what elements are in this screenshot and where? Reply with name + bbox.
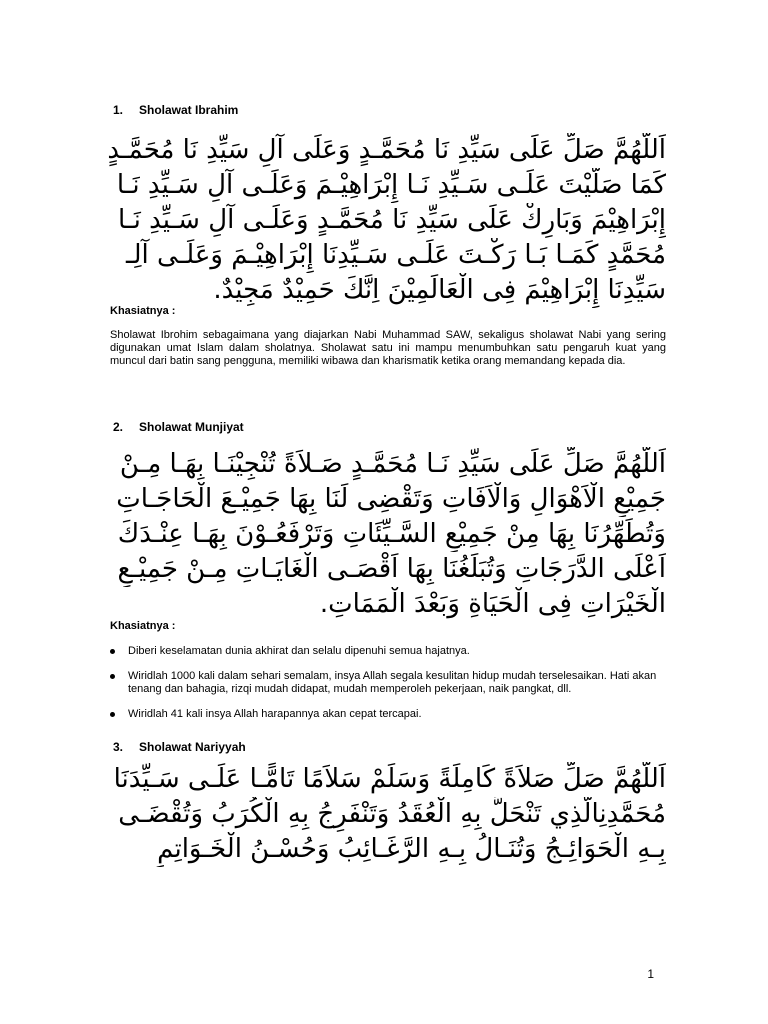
arabic-line: مُحَمَّدِنِالَّذِي تَنْحَلُّ بِهِ الْعُقَدُ وَتَنْفَرِجُ بِهِ الْكُرَبُ وَتُقْضَـى — [118, 799, 666, 829]
arabic-line: كَمَا صَلَّيْتَ عَلَـى سَـيِّدِ نَـا إِبْرَاهِيْـمَ وَعَلَـى آلِ سَـيِّدِ نَـا — [116, 170, 666, 200]
list-item — [110, 708, 666, 721]
arabic-line: اَللَّهُمَّ صَلِّ صَلاَةً كَامِلَةً وَسَلِّمْ سَلاَمًا تَامًّـا عَلَـى سَـيِّدَنَا — [113, 764, 666, 794]
list-item-text: Diberi keselamatan dunia akhirat dan selalu dipenuhi semua hajatnya. — [128, 645, 470, 657]
arabic-line: اَللَّهُمَّ صَلِّ عَلَى سَيِّدِ نَـا مُحَمَّـدٍ صَـلاَةً تُنْجِيْنَـا بِهَـا مِـنْ — [119, 449, 666, 479]
list-item — [110, 645, 666, 658]
page-number: 1 — [647, 967, 654, 981]
arabic-line: إِبْرَاهِيْمَ وَبَارِكْ عَلَى سَيِّدِ نَا مُحَمَّـدٍ وَعَلَـى آلِ سَـيِّدِ نَـا — [118, 205, 666, 235]
section-2-title-text: Sholawat Munjiyat — [139, 420, 244, 434]
arabic-line: مُحَمَّدٍ كَمَـا بَـا رَكْـتَ عَلَـى سَـيِّدِنَا إِبْرَاهِيْـمَ وَعَلَـى آلِـ — [125, 240, 666, 270]
list-item-text: Wiridlah 1000 kali dalam sehari semalam, insya Allah segala kesulitan hidup mudah terselesaikan. Hati akan tenang dan bahagia, rizqi mudah didapat, mudah memperoleh pekerjaan, naik pangkat, dll. — [128, 670, 657, 695]
section-2-khasiat-label: Khasiatnya : — [110, 620, 176, 632]
section-3-arabic — [104, 762, 666, 867]
arabic-line: وَتُطَهِّرُنَا بِهَا مِنْ جَمِيْعِ السَّـيِّئَاتِ وَتَرْفَعُـوْنَ بِهَـا عِنْـدَكَ — [117, 519, 666, 549]
section-1-khasiat-text: Sholawat Ibrohim sebagaimana yang diajarkan Nabi Muhammad SAW, sekaligus sholawat Nabi yang sering digunakan umat Islam dalam sholatnya. Sholawat satu ini mampu menumbuhkan satu pengaruh kuat yang muncul dari batin sang pengguna, memiliki wibawa dan kharismatik ketika orang memandang kepada dia. — [110, 329, 666, 367]
arabic-line: اَللَّهُمَّ صَلِّ عَلَى سَيِّدِ نَا مُحَمَّـدٍ وَعَلَى آلِ سَيِّدِ نَا مُحَمَّـدٍ — [107, 135, 666, 165]
bullet-icon — [110, 649, 115, 654]
section-3-title-text: Sholawat Nariyyah — [139, 740, 246, 754]
bullet-icon — [110, 674, 115, 679]
section-3-number: 3. — [113, 740, 124, 754]
section-2-title — [113, 420, 244, 434]
section-3-title — [113, 740, 246, 754]
section-1-number: 1. — [113, 103, 124, 117]
bullet-icon — [110, 712, 115, 717]
section-1-title — [113, 103, 238, 117]
arabic-line: الْخَيْرَاتِ فِى الْحَيَاةِ وَبَعْدَ الْمَمَاتِ. — [319, 589, 666, 619]
section-2-khasiat-list — [110, 645, 666, 733]
section-2-arabic — [104, 447, 666, 622]
arabic-line: بِـهِ الْحَوَائِـجُ وَتُنَـالُ بِـهِ الرَّغَـائِبُ وَحُسْـنُ الْخَـوَاتِمِ — [157, 834, 666, 864]
arabic-line: جَمِيْعِ الْاَهْوَالِ وَالْاَفَاتِ وَتَقْضِى لَنَا بِهَا جَمِيْـعَ الْحَاجَـاتِ — [116, 484, 666, 514]
arabic-line: سَيِّدِنَا إِبْرَاهِيْمَ فِى الْعَالَمِيْنَ اِنَّكَ حَمِيْدٌ مَجِيْدٌ. — [213, 275, 666, 305]
arabic-line: اَعْلَى الدَّرَجَاتِ وَتُبَلِّغُنَا بِهَا اَقْصَـى الْغَايَـاتِ مِـنْ جَمِيْـعِ — [117, 554, 666, 584]
list-item — [110, 670, 666, 696]
section-1-arabic — [104, 133, 666, 308]
list-item-text: Wiridlah 41 kali insya Allah harapannya akan cepat tercapai. — [128, 708, 422, 720]
section-1-khasiat-label: Khasiatnya : — [110, 305, 176, 317]
section-2-number: 2. — [113, 420, 124, 434]
section-1-title-text: Sholawat Ibrahim — [139, 103, 239, 117]
